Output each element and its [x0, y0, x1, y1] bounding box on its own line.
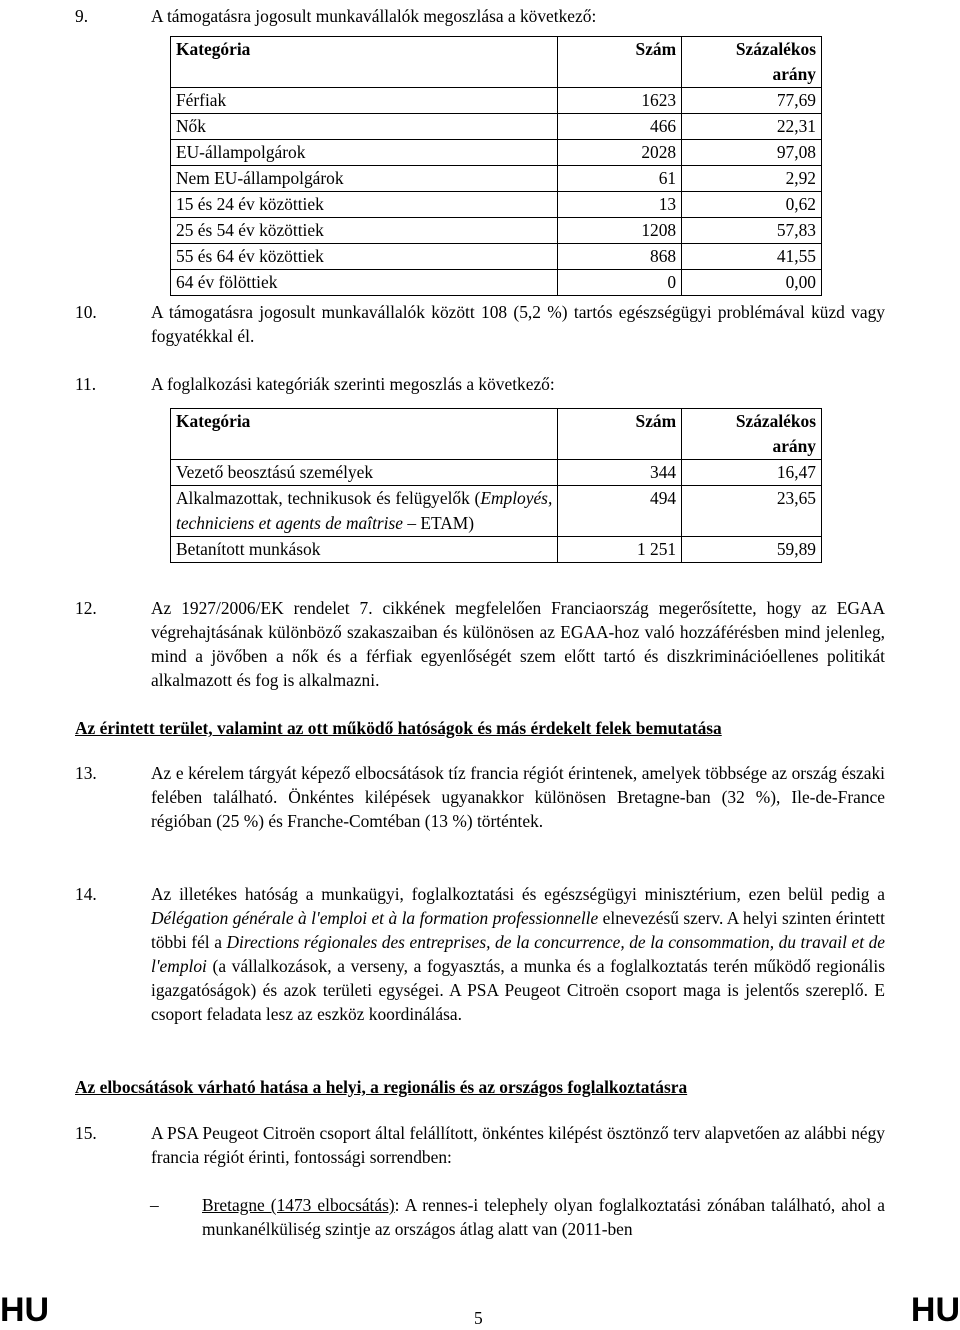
cell-number: 2028 [558, 140, 682, 166]
bullet-item [202, 1193, 885, 1241]
paragraph-text: A foglalkozási kategóriák szerinti megoszlás a következő: [151, 374, 555, 394]
cell-number: 344 [558, 460, 682, 486]
header-percentage: Százalékos arány [682, 409, 822, 460]
header-number: Szám [558, 409, 682, 460]
table-row [171, 192, 822, 218]
section-heading: Az elbocsátások várható hatása a helyi, a regionális és az országos foglalkoztatásra [75, 1077, 688, 1097]
table-row [171, 166, 822, 192]
cell-percentage: 59,89 [682, 537, 822, 563]
table-header-row [171, 37, 822, 88]
paragraph-number: 11. [75, 374, 97, 394]
paragraph-number: 10. [75, 302, 97, 322]
cell-percentage: 41,55 [682, 244, 822, 270]
header-number: Szám [558, 37, 682, 88]
table-row [171, 537, 822, 563]
table-row [171, 244, 822, 270]
cell-number: 1623 [558, 88, 682, 114]
footer-language-right: HU [910, 1291, 960, 1329]
table-row [171, 486, 822, 537]
beneficiaries-table [170, 36, 822, 296]
paragraph-number: 12. [75, 598, 97, 618]
paragraph-text: A támogatásra jogosult munkavállalók megoszlása a következő: [151, 6, 597, 26]
cell-number: 494 [558, 486, 682, 537]
table-row [171, 114, 822, 140]
cell-percentage: 2,92 [682, 166, 822, 192]
cell-number: 1208 [558, 218, 682, 244]
paragraph-number: 14. [75, 884, 97, 904]
cell-category: EU-állampolgárok [171, 140, 558, 166]
table-header-row [171, 409, 822, 460]
table-row [171, 218, 822, 244]
bullet-underlined: Bretagne (1473 elbocsátás) [202, 1195, 395, 1215]
paragraph-number: 9. [75, 6, 89, 26]
cell-number: 0 [558, 270, 682, 296]
cell-number: 1 251 [558, 537, 682, 563]
paragraph-number: 15. [75, 1123, 97, 1143]
paragraph-text: Az 1927/2006/EK rendelet 7. cikkének megfelelően Franciaország megerősítette, hogy az EGAA végrehajtásának különböző szakaszaiban és különösen az EGAA-hoz való hozzáférésben mind jelenleg, mind a jövőben a nők és a férfiak egyenlőségét szem előtt tartó és diszkriminációellenes politikát alkalmazott és fog is alkalmazni. [151, 598, 885, 690]
cell-category: Vezető beosztású személyek [171, 460, 558, 486]
cell-percentage: 97,08 [682, 140, 822, 166]
header-category: Kategória [171, 409, 558, 460]
paragraph-text: Az e kérelem tárgyát képező elbocsátások tíz francia régiót érintenek, amelyek többsége az ország északi felében található. Önkéntes kilépések ugyanakkor különösen Bretagne-ban (32 %), Ile-de-France régióban (25 %) és Franche-Comtéban (13 %) történtek. [151, 763, 885, 831]
cell-category: Nők [171, 114, 558, 140]
table-row [171, 140, 822, 166]
paragraph-10 [75, 300, 885, 348]
paragraph-text: Az illetékes hatóság a munkaügyi, foglalkoztatási és egészségügyi minisztérium, ezen belül pedig a Délégation générale à l'emploi et à la formation professionnelle elnevezésű szerv. A helyi szinten érintett többi fél a Directions régionales des entreprises, de la concurrence, de la consommation, du travail et de l'emploi (a vállalkozások, a verseny, a fogyasztás, a munka és a foglalkoztatás terén működő regionális igazgatóságok) és azok területi egységei. A PSA Peugeot Citroën csoport maga is jelentős szereplő. E csoport feladata lesz az eszköz koordinálása. [151, 884, 886, 1024]
page-number: 5 [474, 1308, 483, 1328]
paragraph-14 [75, 882, 885, 1026]
cell-category: 15 és 24 év közöttiek [171, 192, 558, 218]
cell-category: Férfiak [171, 88, 558, 114]
cell-number: 868 [558, 244, 682, 270]
footer-language-left: HU [0, 1291, 50, 1329]
cell-category: Alkalmazottak, technikusok és felügyelők (Employés, techniciens et agents de maîtrise – ETAM) [171, 486, 558, 537]
cell-percentage: 0,62 [682, 192, 822, 218]
cell-category: 55 és 64 év közöttiek [171, 244, 558, 270]
cell-percentage: 16,47 [682, 460, 822, 486]
paragraph-9 [75, 4, 885, 28]
cell-percentage: 0,00 [682, 270, 822, 296]
cell-category: 25 és 54 év közöttiek [171, 218, 558, 244]
cell-number: 466 [558, 114, 682, 140]
paragraph-11 [75, 372, 885, 396]
cell-category: Nem EU-állampolgárok [171, 166, 558, 192]
paragraph-13 [75, 761, 885, 833]
table-row [171, 270, 822, 296]
header-category: Kategória [171, 37, 558, 88]
cell-number: 61 [558, 166, 682, 192]
paragraph-15 [75, 1121, 885, 1169]
cell-percentage: 22,31 [682, 114, 822, 140]
paragraph-text: A PSA Peugeot Citroën csoport által felállított, önkéntes kilépést ösztönző terv alapvetően az alábbi négy francia régiót érinti, fontossági sorrendben: [151, 1123, 885, 1167]
table-row [171, 88, 822, 114]
paragraph-12 [75, 596, 885, 692]
cell-percentage: 23,65 [682, 486, 822, 537]
cell-number: 13 [558, 192, 682, 218]
cell-category: 64 év fölöttiek [171, 270, 558, 296]
occupation-table [170, 408, 822, 563]
bullet-dash: – [150, 1195, 159, 1215]
cell-percentage: 77,69 [682, 88, 822, 114]
header-percentage: Százalékos arány [682, 37, 822, 88]
cell-percentage: 57,83 [682, 218, 822, 244]
table-row [171, 460, 822, 486]
paragraph-number: 13. [75, 763, 97, 783]
paragraph-text: A támogatásra jogosult munkavállalók között 108 (5,2 %) tartós egészségügyi problémával küzd vagy fogyatékkal él. [151, 302, 885, 346]
section-heading: Az érintett terület, valamint az ott működő hatóságok és más érdekelt felek bemutatása [75, 718, 722, 738]
cell-category: Betanított munkások [171, 537, 558, 563]
bullet-text: : A rennes-i telephely olyan foglalkoztatási zónában található, ahol a munkanélküliség szintje az országos átlag alatt van (2011-ben [202, 1195, 885, 1239]
